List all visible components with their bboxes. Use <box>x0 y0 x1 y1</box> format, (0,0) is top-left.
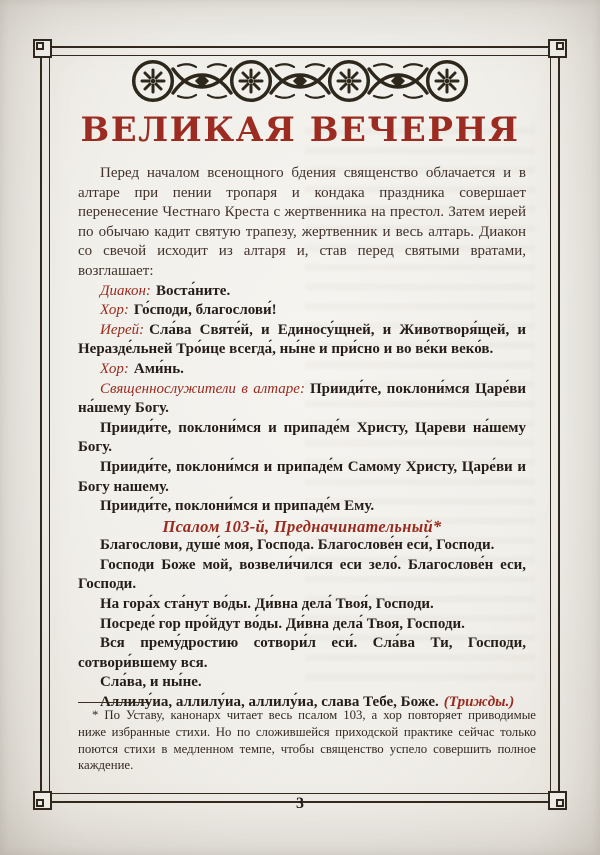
dialogue-line <box>78 380 526 419</box>
verse-text: Аллилу́иа, аллилу́иа, аллилу́иа, слава Тебе, Боже. <box>100 694 439 711</box>
dialogue-text: Воста́ните. <box>155 282 231 299</box>
footnote-separator <box>78 702 150 703</box>
verse-line: Благослови, душе́ моя, Господа. Благослове́н еси́, Господи. <box>100 537 495 554</box>
verse-line: Вся прему́дростию сотвори́л еси́. Сла́ва Ти, Господи, сотвори́вшему вся. <box>78 635 526 671</box>
psalm-heading: Псалом 103-й, Предначинательный* <box>162 516 442 536</box>
dialogue-line <box>78 497 526 517</box>
dialogue-text: Прииди́те, поклони́мся и припаде́м Ему. <box>100 498 375 515</box>
liturgy-text <box>78 164 526 713</box>
dialogue-line <box>78 360 526 380</box>
dialogue-text: Го́споди, благослови́! <box>133 302 277 319</box>
page-title: ВЕЛИКАЯ ВЕЧЕРНЯ <box>80 110 520 150</box>
footnote-text: * По Уставу, канонарх читает весь псалом 103, а хор повторяет приводимые ниже избранные стихи. Но по сложившейся приходской практике сейчас только поются стихи в медленном темпе, чтобы священство успело совершить полное каждение. <box>78 708 536 773</box>
dialogue-line <box>78 282 526 302</box>
dialogue-text: Прииди́те, поклони́мся и припаде́м Христу, Цареви на́шему Богу. <box>78 419 526 456</box>
speaker-label: Хор: <box>100 360 129 377</box>
dialogue-text: Сла́ва Святе́й, и Единосу́щней, и Животворя́щей, и Неразде́льней Тро́ице всегда́, ны́не и при́сно и во ве́ки веко́в. <box>78 321 526 358</box>
dialogue-line <box>78 458 526 497</box>
verse-line: Посреде́ гор про́йдут во́ды. Ди́вна дела́ Твоя, Господи. <box>100 615 465 632</box>
verse-line: На гора́х ста́нут во́ды. Ди́вна дела́ Твоя́, Господи. <box>100 596 434 613</box>
repeat-note: (Трижды.) <box>443 694 515 711</box>
header-ornament-icon <box>130 58 470 109</box>
dialogue-text: Прииди́те, поклони́мся и припаде́м Самому Христу, Царе́ви и Богу нашему. <box>78 458 526 495</box>
dialogue-line <box>78 321 526 360</box>
speaker-label: Диакон: <box>100 282 151 299</box>
speaker-label: Иерей: <box>100 321 145 338</box>
corner-ornament-icon <box>33 39 52 58</box>
dialogue-text: Прииди́те, поклони́мся Царе́ви на́шему Богу. <box>78 380 526 417</box>
intro-paragraph: Перед началом всенощного бдения священство облачается и в алтаре при пении тропаря и кондака праздника совершает перенесение Честнаго Креста с жертвенника на престол. Затем иерей по обычаю кадит святую трапезу, жертвенник и весь алтарь. Диакон со свечой исходит из алтаря и, став перед святыми вратами, возглашает: <box>78 165 526 279</box>
corner-ornament-icon <box>548 39 567 58</box>
speaker-label: Священнослужители в алтаре: <box>100 380 305 397</box>
verse-line: Господи Боже мой, возвели́чился еси зело́. Благослове́н еси, Господи. <box>78 556 526 593</box>
dialogue-line <box>78 419 526 458</box>
footnote <box>78 702 536 774</box>
speaker-label: Хор: <box>100 302 129 319</box>
dialogue-line <box>78 301 526 321</box>
page-number: 3 <box>296 795 304 812</box>
dialogue-text: Ами́нь. <box>133 360 184 377</box>
verse-line: Сла́ва, и ны́не. <box>100 674 202 691</box>
